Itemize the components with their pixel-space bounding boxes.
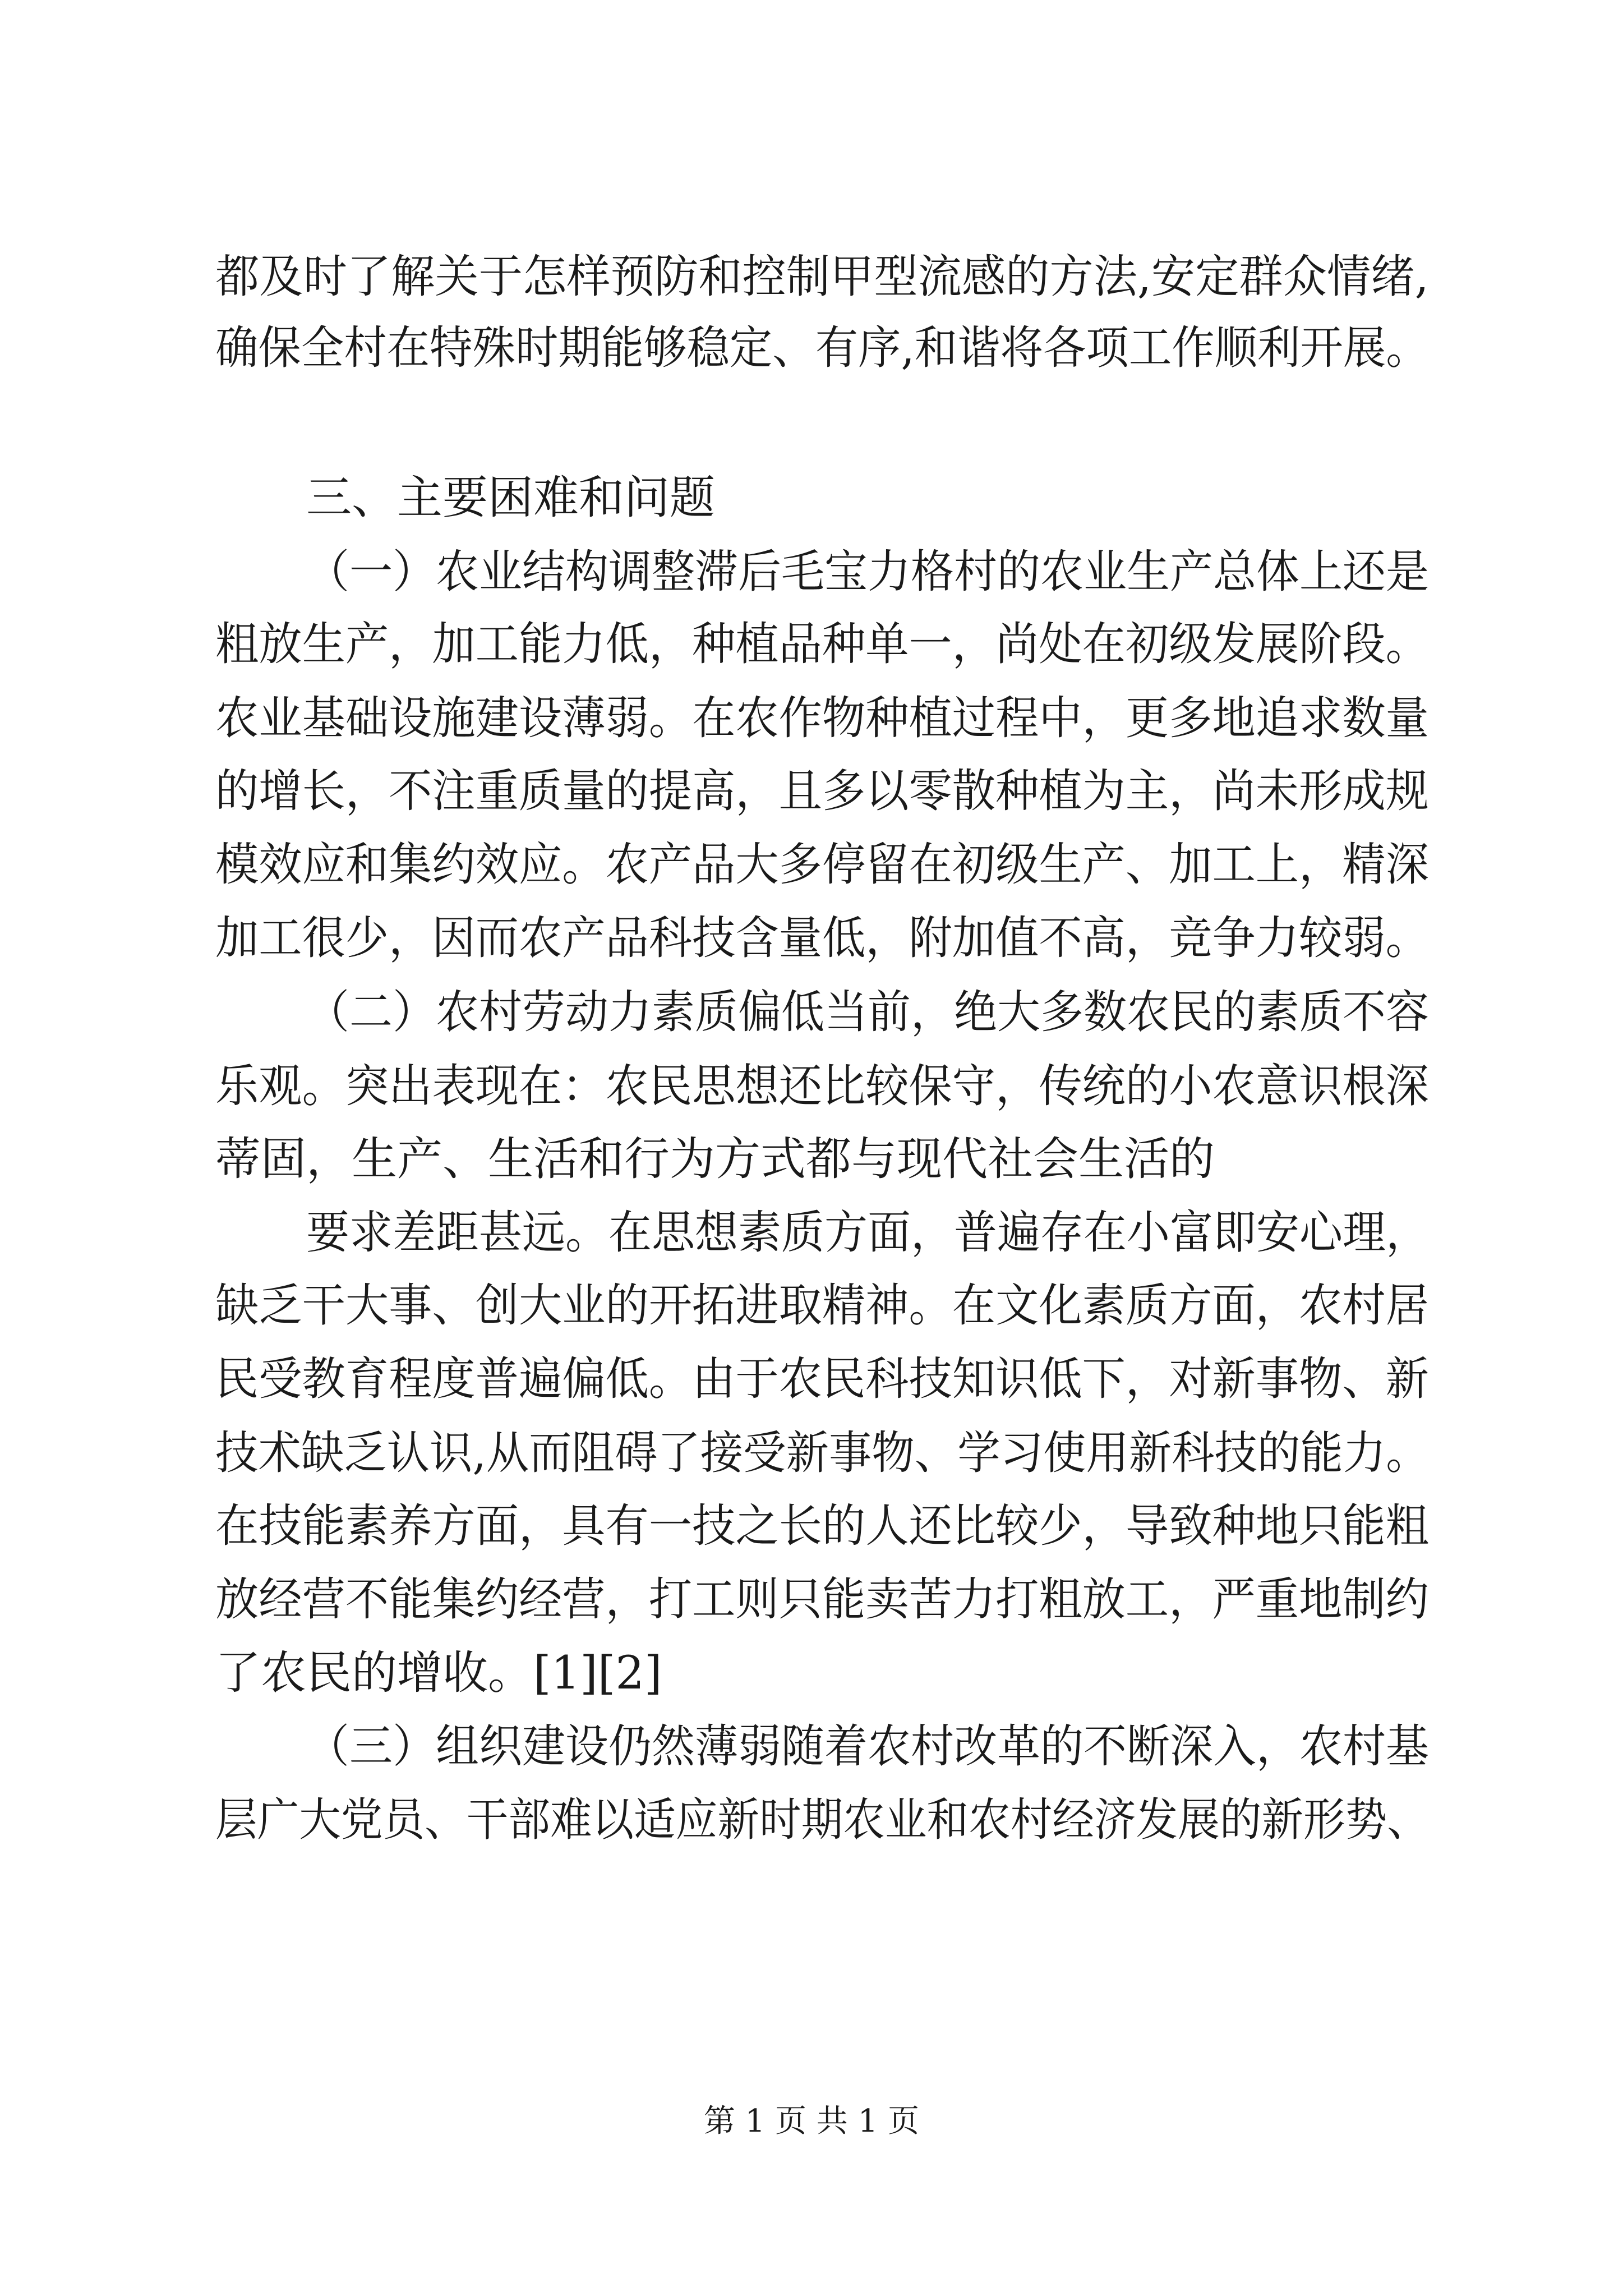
body-line-4: （一）农业结构调整滞后毛宝力格村的农业生产总体上还是: [306, 546, 1429, 599]
body-line-14: 缺乏干大事、创大业的开拓进取精神。在文化素质方面，农村居: [215, 1280, 1429, 1332]
body-line-16: 技术缺乏认识,从而阻碍了接受新事物、学习使用新科技的能力。: [215, 1427, 1429, 1480]
body-line-9: 加工很少，因而农产品科技含量低，附加值不高，竞争力较弱。: [215, 912, 1429, 965]
body-line-15: 民受教育程度普遍偏低。由于农民科技知识低下，对新事物、新: [215, 1353, 1429, 1406]
body-line-5: 粗放生产，加工能力低，种植品种单一，尚处在初级发展阶段。: [215, 618, 1429, 671]
section-heading: 三、主要困难和问题: [306, 472, 716, 524]
page-number-footer: 第 1 页 共 1 页: [703, 2103, 920, 2139]
body-line-17: 在技能素养方面，具有一技之长的人还比较少，导致种地只能粗: [215, 1500, 1429, 1553]
body-line-13: 要求差距甚远。在思想素质方面，普遍存在小富即安心理，: [306, 1207, 1429, 1259]
body-line-12: 蒂固，生产、生活和行为方式都与现代社会生活的: [215, 1133, 1215, 1186]
body-line-10: （二）农村劳动力素质偏低当前，绝大多数农民的素质不容: [306, 986, 1429, 1039]
body-line-18: 放经营不能集约经营，打工则只能卖苦力打粗放工，严重地制约: [215, 1573, 1429, 1626]
body-line-2: 确保全村在特殊时期能够稳定、有序,和谐将各项工作顺利开展。: [215, 322, 1429, 375]
body-line-6: 农业基础设施建设薄弱。在农作物种植过程中，更多地追求数量: [215, 692, 1429, 745]
body-line-21: 层广大党员、干部难以适应新时期农业和农村经济发展的新形势、: [215, 1794, 1429, 1847]
body-line-11: 乐观。突出表现在：农民思想还比较保守，传统的小农意识根深: [215, 1060, 1429, 1113]
body-line-7: 的增长，不注重质量的提高，且多以零散种植为主，尚未形成规: [215, 765, 1429, 818]
body-line-1: 都及时了解关于怎样预防和控制甲型流感的方法,安定群众情绪,: [215, 251, 1429, 303]
body-line-20: （三）组织建设仍然薄弱随着农村改革的不断深入，农村基: [306, 1720, 1429, 1773]
body-line-19: 了农民的增收。[1][2]: [215, 1647, 662, 1700]
body-line-8: 模效应和集约效应。农产品大多停留在初级生产、加工上，精深: [215, 839, 1429, 891]
